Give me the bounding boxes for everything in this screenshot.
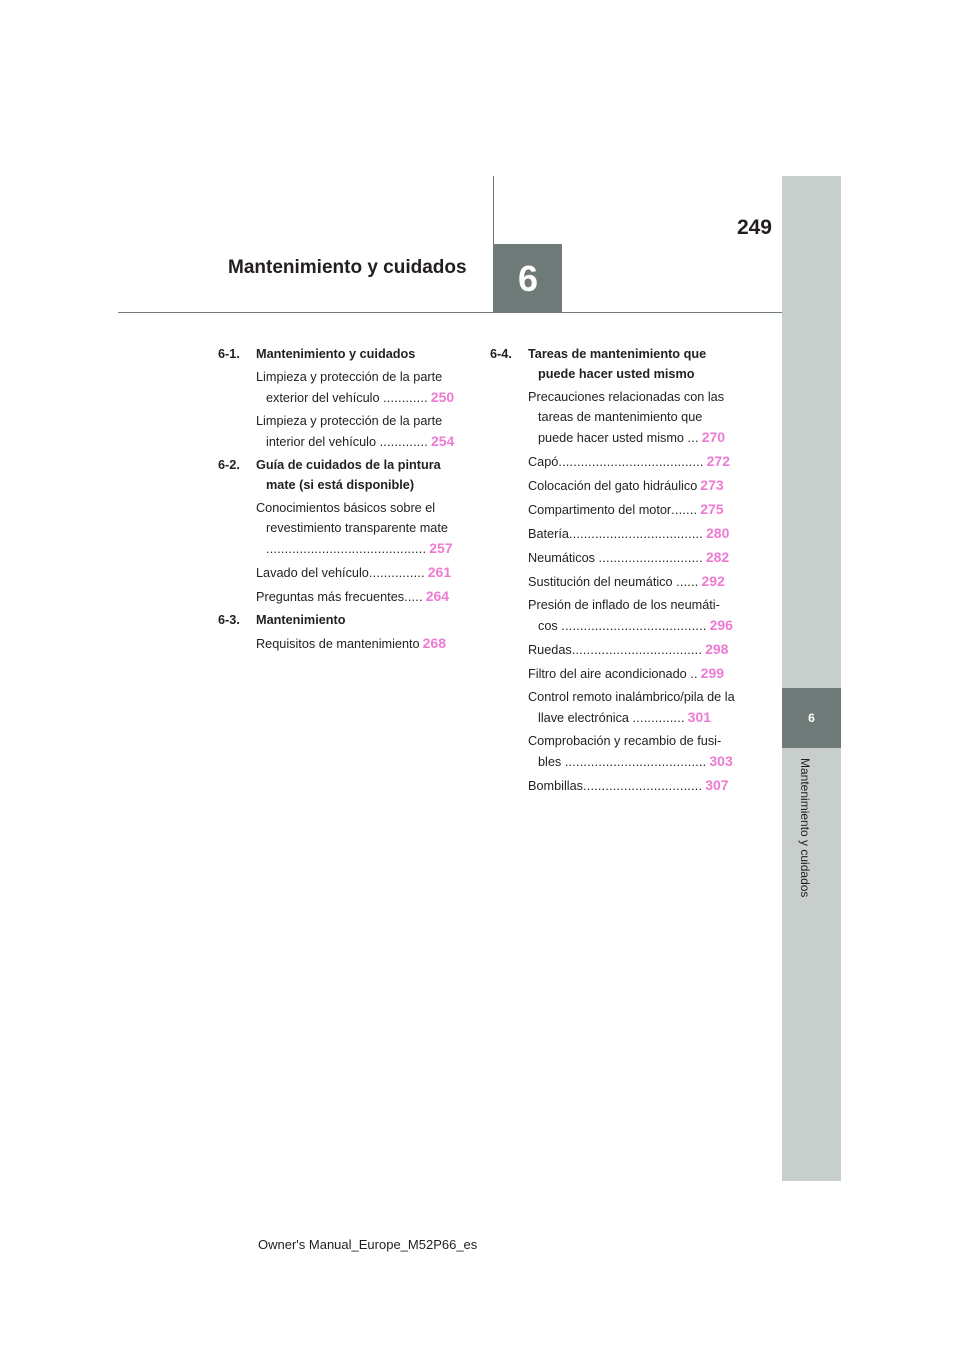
toc-entry[interactable] [528,639,738,660]
toc-entry[interactable] [528,687,738,728]
toc-left-column [218,344,466,657]
toc-entry[interactable] [256,586,466,607]
toc-entry[interactable] [528,475,738,496]
entry-page-link[interactable]: 307 [705,777,729,793]
entry-text: Precauciones relacionadas con las tareas de mantenimiento que puede hacer usted mismo [528,390,725,445]
chapter-title: Mantenimiento y cuidados [228,257,467,278]
entry-text: Limpieza y protección de la parte exterior del vehículo [256,370,443,405]
entry-text: Comprobación y recambio de fusi- bles [528,734,722,769]
toc-entry[interactable] [256,498,466,559]
entry-leader: .............. [632,711,685,725]
toc-entry[interactable] [528,387,738,448]
entry-text: Control remoto inalámbrico/pila de la llave electrónica [528,690,735,725]
entry-leader: ....... [671,503,698,517]
entry-page-link[interactable]: 273 [700,477,724,493]
toc-entry[interactable] [528,731,738,772]
toc-entry[interactable] [528,775,738,796]
section-number: 6-2. [218,458,240,472]
entry-leader: ........................................... [266,542,427,556]
section-title: Mantenimiento y cuidados [256,347,416,361]
entry-text: Limpieza y protección de la parte interior del vehículo [256,414,443,449]
entry-text: Requisitos de mantenimiento [256,637,420,651]
entry-text: Capó [528,455,559,469]
entry-text: Bombillas [528,779,583,793]
side-tab-bar [782,176,841,1181]
chapter-number-box: 6 [494,244,562,313]
entry-leader: ................................... [571,643,703,657]
entry-page-link[interactable]: 301 [687,709,712,725]
entry-page-link[interactable]: 299 [700,665,725,681]
side-tab-chapter-label: Mantenimiento y cuidados [798,758,812,898]
entry-page-link[interactable]: 275 [700,501,724,517]
entry-leader: .................................... [568,527,704,541]
entry-text: Presión de inflado de los neumáti- cos [528,598,720,633]
entry-page-link[interactable]: 268 [422,635,446,651]
toc-right-column [490,344,738,799]
page-number: 249 [736,216,772,239]
entry-leader: ....................................... [561,619,707,633]
entry-page-link[interactable]: 298 [705,641,729,657]
entry-text: Preguntas más frecuentes [256,590,405,604]
entry-text: Batería [528,527,569,541]
entry-page-link[interactable]: 270 [701,429,726,445]
section-number: 6-4. [490,347,512,361]
entry-page-link[interactable]: 254 [431,433,455,449]
toc-entry[interactable] [528,571,738,592]
toc-section [218,344,466,452]
toc-section [218,610,466,654]
toc-entry[interactable] [528,523,738,544]
entry-leader: ............................ [598,551,703,565]
toc-entry[interactable] [528,595,738,636]
toc-entry[interactable] [528,547,738,568]
entry-text: Compartimento del motor [528,503,672,517]
entry-leader: ............. [379,435,428,449]
toc-entry[interactable] [256,562,466,583]
header-horizontal-rule [118,312,782,313]
entry-page-link[interactable]: 264 [425,588,450,604]
toc-entry[interactable] [256,367,466,408]
entry-leader: ................................ [583,779,703,793]
toc-entry[interactable] [256,411,466,452]
toc-section [490,344,738,796]
entry-leader: ..... [404,590,423,604]
entry-text: Ruedas [528,643,572,657]
toc-entry[interactable] [528,451,738,472]
entry-page-link[interactable]: 280 [706,525,730,541]
entry-text: Filtro del aire acondicionado [528,667,687,681]
entry-page-link[interactable]: 250 [430,389,455,405]
entry-leader: ...... [676,575,699,589]
entry-leader: ... [687,431,699,445]
entry-leader: ............ [383,391,428,405]
entry-page-link[interactable]: 282 [705,549,730,565]
section-title: Guía de cuidados de la pintura mate (si está disponible) [256,458,441,492]
section-number: 6-1. [218,347,240,361]
section-number: 6-3. [218,613,240,627]
entry-leader: ............... [368,566,425,580]
entry-page-link[interactable]: 303 [709,753,733,769]
entry-page-link[interactable]: 296 [709,617,733,633]
toc-section [218,455,466,607]
entry-page-link[interactable]: 261 [427,564,452,580]
section-title: Mantenimiento [256,613,346,627]
entry-page-link[interactable]: 257 [429,540,453,556]
section-title: Tareas de mantenimiento que puede hacer usted mismo [528,347,707,381]
toc-entry[interactable] [528,499,738,520]
entry-leader: ....................................... [558,455,704,469]
entry-page-link[interactable]: 292 [701,573,725,589]
entry-text: Neumáticos [528,551,595,565]
toc-entry[interactable] [528,663,738,684]
entry-text: Colocación del gato hidráulico [528,479,698,493]
entry-text: Sustitución del neumático [528,575,673,589]
entry-text: Lavado del vehículo [256,566,369,580]
side-tab-chapter-number[interactable]: 6 [782,688,841,748]
footer-manual-id: Owner's Manual_Europe_M52P66_es [258,1237,478,1252]
entry-page-link[interactable]: 272 [706,453,730,469]
entry-leader: ...................................... [564,755,707,769]
entry-text: Conocimientos básicos sobre el revestimiento transparente mate [256,501,448,535]
entry-leader: .. [690,667,698,681]
toc-entry[interactable] [256,633,466,654]
